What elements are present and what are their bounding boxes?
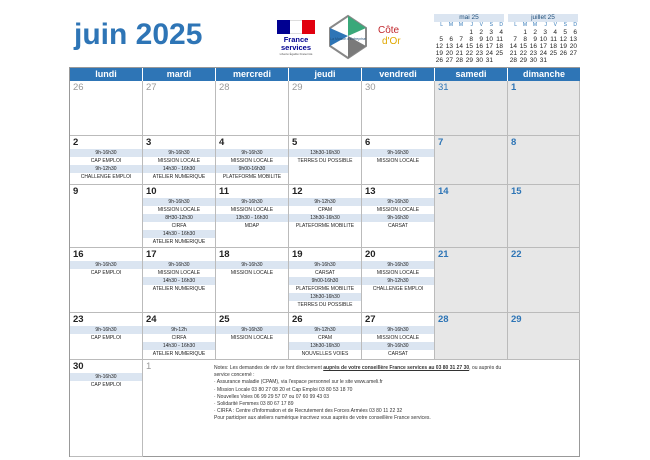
- day-number: 12: [292, 186, 303, 197]
- mini-day: 9: [479, 36, 483, 43]
- event-time: 13h30-16h30: [289, 214, 361, 222]
- day-number: 31: [438, 82, 449, 93]
- mini-day: 14: [455, 43, 463, 50]
- day-cell: [508, 81, 580, 136]
- event-time: 9h-16h30: [289, 261, 361, 269]
- mini-day-header: S: [563, 22, 567, 28]
- mini-day: [568, 57, 578, 64]
- cote-dor-logo: [378, 26, 412, 50]
- mini-day: [548, 57, 558, 64]
- day-cell: [435, 81, 508, 136]
- day-cell: [289, 248, 362, 313]
- event-time: 9h-16h30: [216, 149, 288, 157]
- mini-day: 6: [449, 36, 453, 43]
- event-name: CHALLENGE EMPLOI: [372, 286, 424, 292]
- mini-day: 2: [533, 29, 537, 36]
- event-time: 9h-12h30: [70, 165, 142, 173]
- day-cell: [289, 136, 362, 185]
- mini-calendar-week: [434, 43, 504, 50]
- event-name: CPAM: [317, 335, 333, 341]
- event-time: 9h-16h30: [143, 198, 215, 206]
- day-cell: [143, 81, 216, 136]
- mini-day: 31: [539, 57, 547, 64]
- event-name: CARSAT: [388, 223, 408, 229]
- day-number: 20: [365, 249, 376, 260]
- event-name: MISSION LOCALE: [376, 158, 420, 164]
- mini-calendar-week: [434, 50, 504, 57]
- event-time: 9h-16h30: [216, 326, 288, 334]
- event-name: TERRES DU POSSIBLE: [297, 302, 353, 308]
- day-number: 22: [511, 249, 522, 260]
- event-name: MDAP: [244, 223, 260, 229]
- mini-day: 13: [569, 36, 577, 43]
- weekday-header: lundi: [70, 68, 143, 81]
- day-cell: [70, 81, 143, 136]
- event-time: 9h-16h30: [70, 373, 142, 381]
- day-cell: [143, 136, 216, 185]
- day-number: 6: [365, 137, 371, 148]
- day-cell: [435, 313, 508, 360]
- mini-day: 14: [509, 43, 517, 50]
- mini-day: 20: [445, 50, 453, 57]
- cote-dor-line-1: Côte: [378, 25, 400, 36]
- day-cell: [289, 81, 362, 136]
- weekday-header: mardi: [143, 68, 216, 81]
- event-time: 9h-16h30: [362, 261, 434, 269]
- event-name: ATELIER NUMERIQUE: [152, 351, 206, 357]
- event-time: 9h-16h30: [362, 214, 434, 222]
- mini-calendar-mai: [434, 14, 504, 64]
- event-name: MISSION LOCALE: [230, 270, 274, 276]
- mini-calendar-week: [508, 43, 578, 50]
- day-number: 25: [219, 314, 230, 325]
- event-name: CIRFA: [171, 335, 187, 341]
- event-name: PLATEFORME MOBILITE: [295, 286, 355, 292]
- day-number: 10: [146, 186, 157, 197]
- svg-text:La Maison d'Entreprise: La Maison d'Entreprise: [330, 37, 366, 41]
- day-number: 23: [73, 314, 84, 325]
- day-cell: [216, 185, 289, 248]
- event-time: 13h30-16h30: [289, 149, 361, 157]
- weekday-header: samedi: [435, 68, 508, 81]
- mini-calendar-title: juillet 25: [508, 14, 578, 22]
- mini-day: 8: [469, 36, 473, 43]
- event-time: 9h-12h: [143, 326, 215, 334]
- logo-motto: Liberté Égalité Fraternité: [279, 52, 313, 56]
- day-cell: [435, 248, 508, 313]
- mini-day: 24: [485, 50, 493, 57]
- mini-day: [508, 29, 518, 36]
- mini-day-header: V: [553, 22, 557, 28]
- notes-line: · Nouvelles Voies 06 99 29 57 07 ou 07 60 99 43 03: [214, 393, 330, 400]
- day-cell: [362, 185, 435, 248]
- mini-day: 30: [529, 57, 537, 64]
- day-cell: [216, 313, 289, 360]
- event-name: CAP EMPLOI: [90, 335, 122, 341]
- notes-box: [214, 365, 510, 423]
- maison-entreprise-logo: [326, 14, 370, 60]
- mini-day-header: J: [544, 22, 547, 28]
- day-cell: [289, 313, 362, 360]
- mini-day-header: D: [573, 22, 577, 28]
- mini-day: 27: [569, 50, 577, 57]
- mini-day: 21: [509, 50, 517, 57]
- day-number: 1: [511, 82, 517, 93]
- mini-day: 5: [563, 29, 567, 36]
- day-number: 28: [438, 314, 449, 325]
- mini-day: [434, 29, 444, 36]
- day-cell: [70, 185, 143, 248]
- event-time: 9h-16h30: [362, 342, 434, 350]
- mini-calendar-title: mai 25: [434, 14, 504, 22]
- day-number: 21: [438, 249, 449, 260]
- event-time: 9h-12h30: [362, 277, 434, 285]
- event-name: TERRES DU POSSIBLE: [297, 158, 353, 164]
- event-time: 13h30 - 16h30: [216, 214, 288, 222]
- event-name: MISSION LOCALE: [157, 270, 201, 276]
- mini-day-header: S: [489, 22, 493, 28]
- mini-calendar-week: [508, 57, 578, 64]
- france-services-logo: [272, 20, 320, 56]
- event-name: CPAM: [317, 207, 333, 213]
- day-number: 11: [219, 186, 230, 197]
- event-time: 9h-16h30: [362, 198, 434, 206]
- day-number: 2: [73, 137, 79, 148]
- mini-day-header: M: [532, 22, 537, 28]
- mini-calendar-week: [508, 29, 578, 36]
- mini-day: 22: [465, 50, 473, 57]
- notes-lead: Notes: Les demandes de rdv se font directement auprès de votre conseillère France services au 03 80 31 27 30, ou auprès du service concerné :: [214, 365, 502, 379]
- day-number: 8: [511, 137, 517, 148]
- event-name: MISSION LOCALE: [157, 207, 201, 213]
- mini-day: 10: [539, 36, 547, 43]
- day-number: 18: [219, 249, 230, 260]
- mini-day: 17: [539, 43, 547, 50]
- day-number: 24: [146, 314, 157, 325]
- day-number: 7: [438, 137, 444, 148]
- event-time: 9h-12h30: [289, 198, 361, 206]
- event-name: MISSION LOCALE: [230, 158, 274, 164]
- event-name: PLATEFORME MOBILITE: [222, 174, 282, 180]
- event-name: ATELIER NUMERIQUE: [152, 239, 206, 245]
- day-cell: [216, 136, 289, 185]
- mini-day: 2: [479, 29, 483, 36]
- mini-day: 1: [469, 29, 473, 36]
- event-time: 9h-16h30: [143, 149, 215, 157]
- mini-day: 18: [495, 43, 503, 50]
- day-cell: [508, 185, 580, 248]
- mini-day: 7: [459, 36, 463, 43]
- event-time: 9h-16h30: [143, 261, 215, 269]
- day-cell: [362, 248, 435, 313]
- maison-logo-icon: [326, 14, 370, 60]
- day-cell: [143, 360, 216, 457]
- event-time: 9h-16h30: [362, 326, 434, 334]
- weekday-header: mercredi: [216, 68, 289, 81]
- day-number: 16: [73, 249, 84, 260]
- mini-day: 10: [485, 36, 493, 43]
- day-number: 15: [511, 186, 522, 197]
- day-cell: [435, 136, 508, 185]
- mini-day: 22: [519, 50, 527, 57]
- mini-day: 16: [475, 43, 483, 50]
- mini-day-header: V: [479, 22, 483, 28]
- mini-day: 23: [475, 50, 483, 57]
- event-time: 9h00-16h30: [289, 277, 361, 285]
- mini-day: 12: [435, 43, 443, 50]
- day-number: 27: [146, 82, 157, 93]
- day-cell: [362, 313, 435, 360]
- mini-day: 11: [550, 36, 557, 43]
- mini-day: 25: [495, 50, 503, 57]
- event-name: NOUVELLES VOIES: [301, 351, 349, 357]
- event-time: 9h-12h30: [289, 326, 361, 334]
- day-cell: [70, 360, 143, 457]
- weekday-header: vendredi: [362, 68, 435, 81]
- weekday-header: jeudi: [289, 68, 362, 81]
- mini-day: 28: [509, 57, 517, 64]
- mini-calendar-week: [434, 36, 504, 43]
- day-number: 26: [73, 82, 84, 93]
- mini-day: 12: [559, 36, 567, 43]
- mini-day: 5: [439, 36, 443, 43]
- day-number: 29: [511, 314, 522, 325]
- day-number: 17: [146, 249, 157, 260]
- event-time: 14h30 - 16h30: [143, 277, 215, 285]
- mini-day: 29: [465, 57, 473, 64]
- mini-day-header: D: [499, 22, 503, 28]
- mini-calendar-week: [434, 29, 504, 36]
- notes-line: Pour participer aux ateliers numérique inscrivez vous auprès de votre conseillère France services.: [214, 415, 431, 422]
- day-cell: [508, 248, 580, 313]
- mini-day-header: J: [470, 22, 473, 28]
- mini-day: 1: [523, 29, 527, 36]
- event-time: 13h30-16h30: [289, 293, 361, 301]
- day-number: 29: [292, 82, 303, 93]
- day-number: 30: [365, 82, 376, 93]
- mini-day: 20: [569, 43, 577, 50]
- day-cell: [508, 136, 580, 185]
- day-cell: [216, 248, 289, 313]
- event-name: ATELIER NUMERIQUE: [152, 286, 206, 292]
- event-name: MISSION LOCALE: [230, 207, 274, 213]
- mini-day-header: M: [448, 22, 453, 28]
- day-number: 1: [146, 361, 152, 372]
- mini-calendar-day-headers: [508, 22, 578, 29]
- day-number: 13: [365, 186, 376, 197]
- day-cell: [70, 136, 143, 185]
- mini-day: [444, 29, 454, 36]
- day-cell: [143, 313, 216, 360]
- mini-day: 15: [465, 43, 473, 50]
- mini-day: [558, 57, 568, 64]
- mini-day: 26: [435, 57, 443, 64]
- mini-day: 13: [445, 43, 453, 50]
- notes-phone: auprès de votre conseillère France services au 03 80 31 27 30: [323, 365, 470, 371]
- event-time: 9h-16h30: [70, 261, 142, 269]
- mini-day: 4: [499, 29, 503, 36]
- mini-calendar-day-headers: [434, 22, 504, 29]
- mini-day: 3: [543, 29, 547, 36]
- mini-day: 18: [549, 43, 557, 50]
- mini-day-header: M: [522, 22, 527, 28]
- event-name: CAP EMPLOI: [90, 158, 122, 164]
- day-cell: [435, 185, 508, 248]
- mini-day: 16: [529, 43, 537, 50]
- day-number: 30: [73, 361, 84, 372]
- event-time: 13h30-16h30: [289, 342, 361, 350]
- day-cell: [362, 81, 435, 136]
- event-name: CAP EMPLOI: [90, 270, 122, 276]
- day-number: 3: [146, 137, 152, 148]
- day-cell: [289, 185, 362, 248]
- day-number: 28: [219, 82, 230, 93]
- notes-line: · Mission Locale 03 80 27 08 20 et Cap Emploi 03 80 53 18 70: [214, 386, 353, 393]
- mini-day: 6: [573, 29, 577, 36]
- weekday-header: dimanche: [508, 68, 580, 81]
- page-title: juin 2025: [74, 18, 203, 51]
- mini-calendar-week: [508, 50, 578, 57]
- cote-dor-line-2: d'Or: [382, 36, 401, 47]
- mini-day: 8: [523, 36, 527, 43]
- day-cell: [143, 248, 216, 313]
- day-number: 26: [292, 314, 303, 325]
- logo-line-1: France: [283, 35, 309, 44]
- event-name: CHALLENGE EMPLOI: [80, 174, 132, 180]
- event-name: MISSION LOCALE: [157, 158, 201, 164]
- day-number: 14: [438, 186, 449, 197]
- event-name: ATELIER NUMERIQUE: [152, 174, 206, 180]
- mini-day-header: L: [440, 22, 443, 28]
- mini-day: [494, 57, 504, 64]
- mini-day: 4: [553, 29, 557, 36]
- day-cell: [70, 313, 143, 360]
- mini-day: 15: [519, 43, 527, 50]
- event-name: CAP EMPLOI: [90, 382, 122, 388]
- event-time: 9h-16h30: [70, 149, 142, 157]
- event-name: MISSION LOCALE: [230, 335, 274, 341]
- flag-icon: [277, 20, 315, 34]
- mini-day: 31: [485, 57, 493, 64]
- mini-day-header: L: [514, 22, 517, 28]
- mini-day: 24: [539, 50, 547, 57]
- mini-day-header: M: [458, 22, 463, 28]
- event-time: 9h-16h30: [216, 261, 288, 269]
- day-cell: [70, 248, 143, 313]
- event-time: 9h00-16h30: [216, 165, 288, 173]
- day-cell: [216, 81, 289, 136]
- day-cell: [362, 136, 435, 185]
- mini-day: 28: [455, 57, 463, 64]
- event-time: 9h-16h30: [362, 149, 434, 157]
- logo-line-2: services: [280, 43, 312, 52]
- notes-line: · Assurance maladie (CPAM), via l'espace personnel sur le site www.ameli.fr: [214, 379, 383, 386]
- event-name: CIRFA: [171, 223, 187, 229]
- mini-calendar-week: [434, 57, 504, 64]
- day-cell: [508, 313, 580, 360]
- mini-day: 27: [445, 57, 453, 64]
- notes-line: · Solidarité Femmes 03 80 67 17 89: [214, 401, 294, 408]
- notes-line: · CIRFA : Centre d'Information et de Recrutement des Forces Armées 03 80 11 22 32: [214, 408, 403, 415]
- event-name: MISSION LOCALE: [376, 207, 420, 213]
- event-time: 14h30 - 16h30: [143, 230, 215, 238]
- event-time: 9h-16h30: [70, 326, 142, 334]
- mini-day: 29: [519, 57, 527, 64]
- event-name: MISSION LOCALE: [376, 335, 420, 341]
- day-number: 5: [292, 137, 298, 148]
- event-time: 9h-16h30: [216, 198, 288, 206]
- mini-day: 9: [533, 36, 537, 43]
- mini-day: 17: [485, 43, 493, 50]
- mini-day: [454, 29, 464, 36]
- event-name: PLATEFORME MOBILITE: [295, 223, 355, 229]
- event-time: 8H30-12h30: [143, 214, 215, 222]
- mini-day: 7: [513, 36, 517, 43]
- mini-day: 19: [559, 43, 567, 50]
- event-name: CARSAT: [315, 270, 335, 276]
- day-number: 4: [219, 137, 225, 148]
- mini-day: 11: [496, 36, 503, 43]
- mini-day: 21: [455, 50, 463, 57]
- mini-day: 23: [529, 50, 537, 57]
- mini-calendar-week: [508, 36, 578, 43]
- mini-day: 25: [549, 50, 557, 57]
- mini-calendar-juillet: [508, 14, 578, 64]
- day-cell: [143, 185, 216, 248]
- day-number: 9: [73, 186, 79, 197]
- mini-day: 19: [435, 50, 443, 57]
- event-name: CARSAT: [388, 351, 408, 357]
- mini-day: 26: [559, 50, 567, 57]
- event-time: 14h30 - 16h30: [143, 342, 215, 350]
- day-number: 27: [365, 314, 376, 325]
- day-number: 19: [292, 249, 303, 260]
- event-time: 14h30 - 16h30: [143, 165, 215, 173]
- mini-day: 30: [475, 57, 483, 64]
- event-name: MISSION LOCALE: [376, 270, 420, 276]
- mini-day: 3: [489, 29, 493, 36]
